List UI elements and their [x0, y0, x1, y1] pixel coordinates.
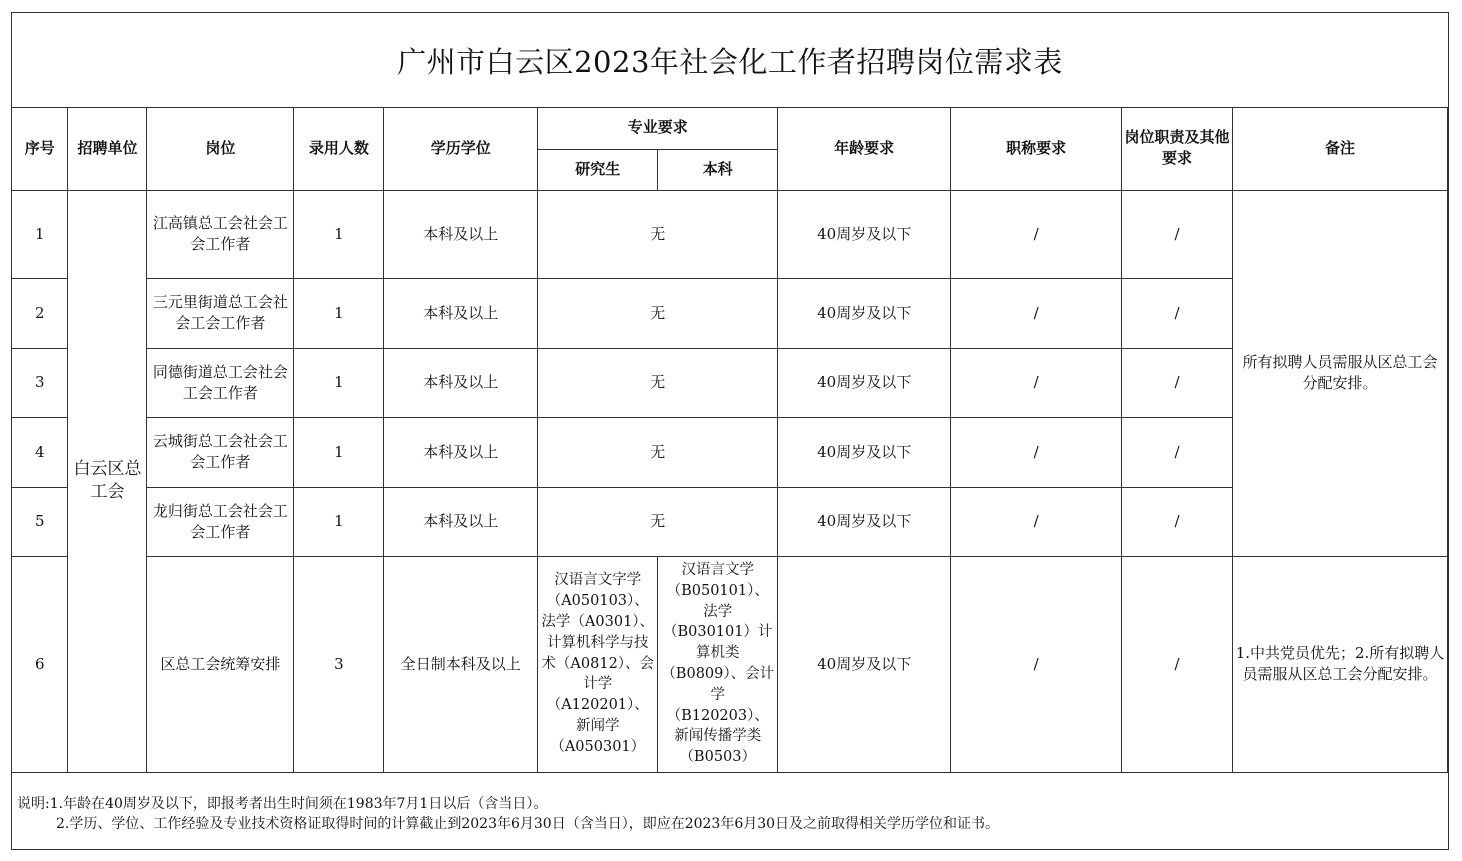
cell-count: 1 [294, 190, 384, 278]
cell-title-req: / [951, 278, 1122, 348]
header-seq: 序号 [12, 107, 68, 190]
cell-duties: / [1122, 487, 1233, 556]
cell-major: 无 [538, 278, 778, 348]
header-age: 年龄要求 [778, 107, 951, 190]
cell-major: 无 [538, 190, 778, 278]
cell-position: 区总工会统筹安排 [147, 556, 294, 772]
cell-remarks: 所有拟聘人员需服从区总工会分配安排。 [1233, 190, 1448, 556]
cell-age: 40周岁及以下 [778, 348, 951, 417]
cell-position: 龙归街总工会社会工会工作者 [147, 487, 294, 556]
header-major: 专业要求 [538, 107, 778, 149]
cell-age: 40周岁及以下 [778, 278, 951, 348]
table-row [12, 348, 1448, 417]
cell-undergrad-major: 汉语言文学（B050101）、法学（B030101）计算机类（B0809）、会计学（B120203）、新闻传播学类（B0503） [658, 556, 778, 772]
cell-major: 无 [538, 348, 778, 417]
recruitment-sheet [11, 12, 1449, 850]
cell-age: 40周岁及以下 [778, 556, 951, 772]
cell-seq: 4 [12, 417, 68, 487]
cell-title-req: / [951, 348, 1122, 417]
table-row [12, 278, 1448, 348]
cell-duties: / [1122, 348, 1233, 417]
header-title-req: 职称要求 [951, 107, 1122, 190]
cell-age: 40周岁及以下 [778, 417, 951, 487]
cell-position: 同德街道总工会社会工会工作者 [147, 348, 294, 417]
cell-count: 1 [294, 348, 384, 417]
positions-table [12, 107, 1448, 773]
note-line-1: 说明:1.年龄在40周岁及以下，即报考者出生时间须在1983年7月1日以后（含当日）。 [17, 796, 548, 812]
header-unit: 招聘单位 [68, 107, 147, 190]
header-row [12, 107, 1448, 149]
cell-age: 40周岁及以下 [778, 487, 951, 556]
cell-education: 本科及以上 [384, 190, 538, 278]
cell-education: 本科及以上 [384, 278, 538, 348]
cell-position: 三元里街道总工会社会工会工作者 [147, 278, 294, 348]
notes-section [12, 773, 1448, 849]
header-grad: 研究生 [538, 149, 658, 190]
table-row [12, 556, 1448, 772]
cell-seq: 1 [12, 190, 68, 278]
cell-duties: / [1122, 278, 1233, 348]
cell-seq: 6 [12, 556, 68, 772]
cell-major: 无 [538, 487, 778, 556]
header-education: 学历学位 [384, 107, 538, 190]
cell-title-req: / [951, 417, 1122, 487]
header-duties: 岗位职责及其他要求 [1122, 107, 1233, 190]
cell-count: 1 [294, 487, 384, 556]
cell-title-req: / [951, 190, 1122, 278]
cell-remarks: 1.中共党员优先；2.所有拟聘人员需服从区总工会分配安排。 [1233, 556, 1448, 772]
cell-education: 本科及以上 [384, 487, 538, 556]
cell-title-req: / [951, 556, 1122, 772]
table-row [12, 190, 1448, 278]
cell-grad-major: 汉语言文字学（A050103）、法学（A0301）、计算机科学与技术（A0812）、会计学（A120201）、新闻学（A050301） [538, 556, 658, 772]
cell-unit: 白云区总工会 [68, 190, 147, 772]
cell-seq: 3 [12, 348, 68, 417]
cell-duties: / [1122, 190, 1233, 278]
cell-count: 1 [294, 278, 384, 348]
cell-education: 本科及以上 [384, 417, 538, 487]
header-remarks: 备注 [1233, 107, 1448, 190]
header-position: 岗位 [147, 107, 294, 190]
cell-duties: / [1122, 417, 1233, 487]
cell-seq: 5 [12, 487, 68, 556]
cell-major: 无 [538, 417, 778, 487]
cell-count: 3 [294, 556, 384, 772]
page-title: 广州市白云区2023年社会化工作者招聘岗位需求表 [12, 13, 1448, 108]
cell-title-req: / [951, 487, 1122, 556]
cell-education: 全日制本科及以上 [384, 556, 538, 772]
table-row [12, 417, 1448, 487]
header-count: 录用人数 [294, 107, 384, 190]
table-row [12, 487, 1448, 556]
cell-count: 1 [294, 417, 384, 487]
cell-position: 云城街总工会社会工会工作者 [147, 417, 294, 487]
cell-position: 江高镇总工会社会工会工作者 [147, 190, 294, 278]
cell-duties: / [1122, 556, 1233, 772]
cell-education: 本科及以上 [384, 348, 538, 417]
note-line-2: 2.学历、学位、工作经验及专业技术资格证取得时间的计算截止到2023年6月30日（含当日），即应在2023年6月30日及之前取得相关学历学位和证书。 [56, 816, 1000, 832]
cell-age: 40周岁及以下 [778, 190, 951, 278]
header-undergrad: 本科 [658, 149, 778, 190]
cell-seq: 2 [12, 278, 68, 348]
